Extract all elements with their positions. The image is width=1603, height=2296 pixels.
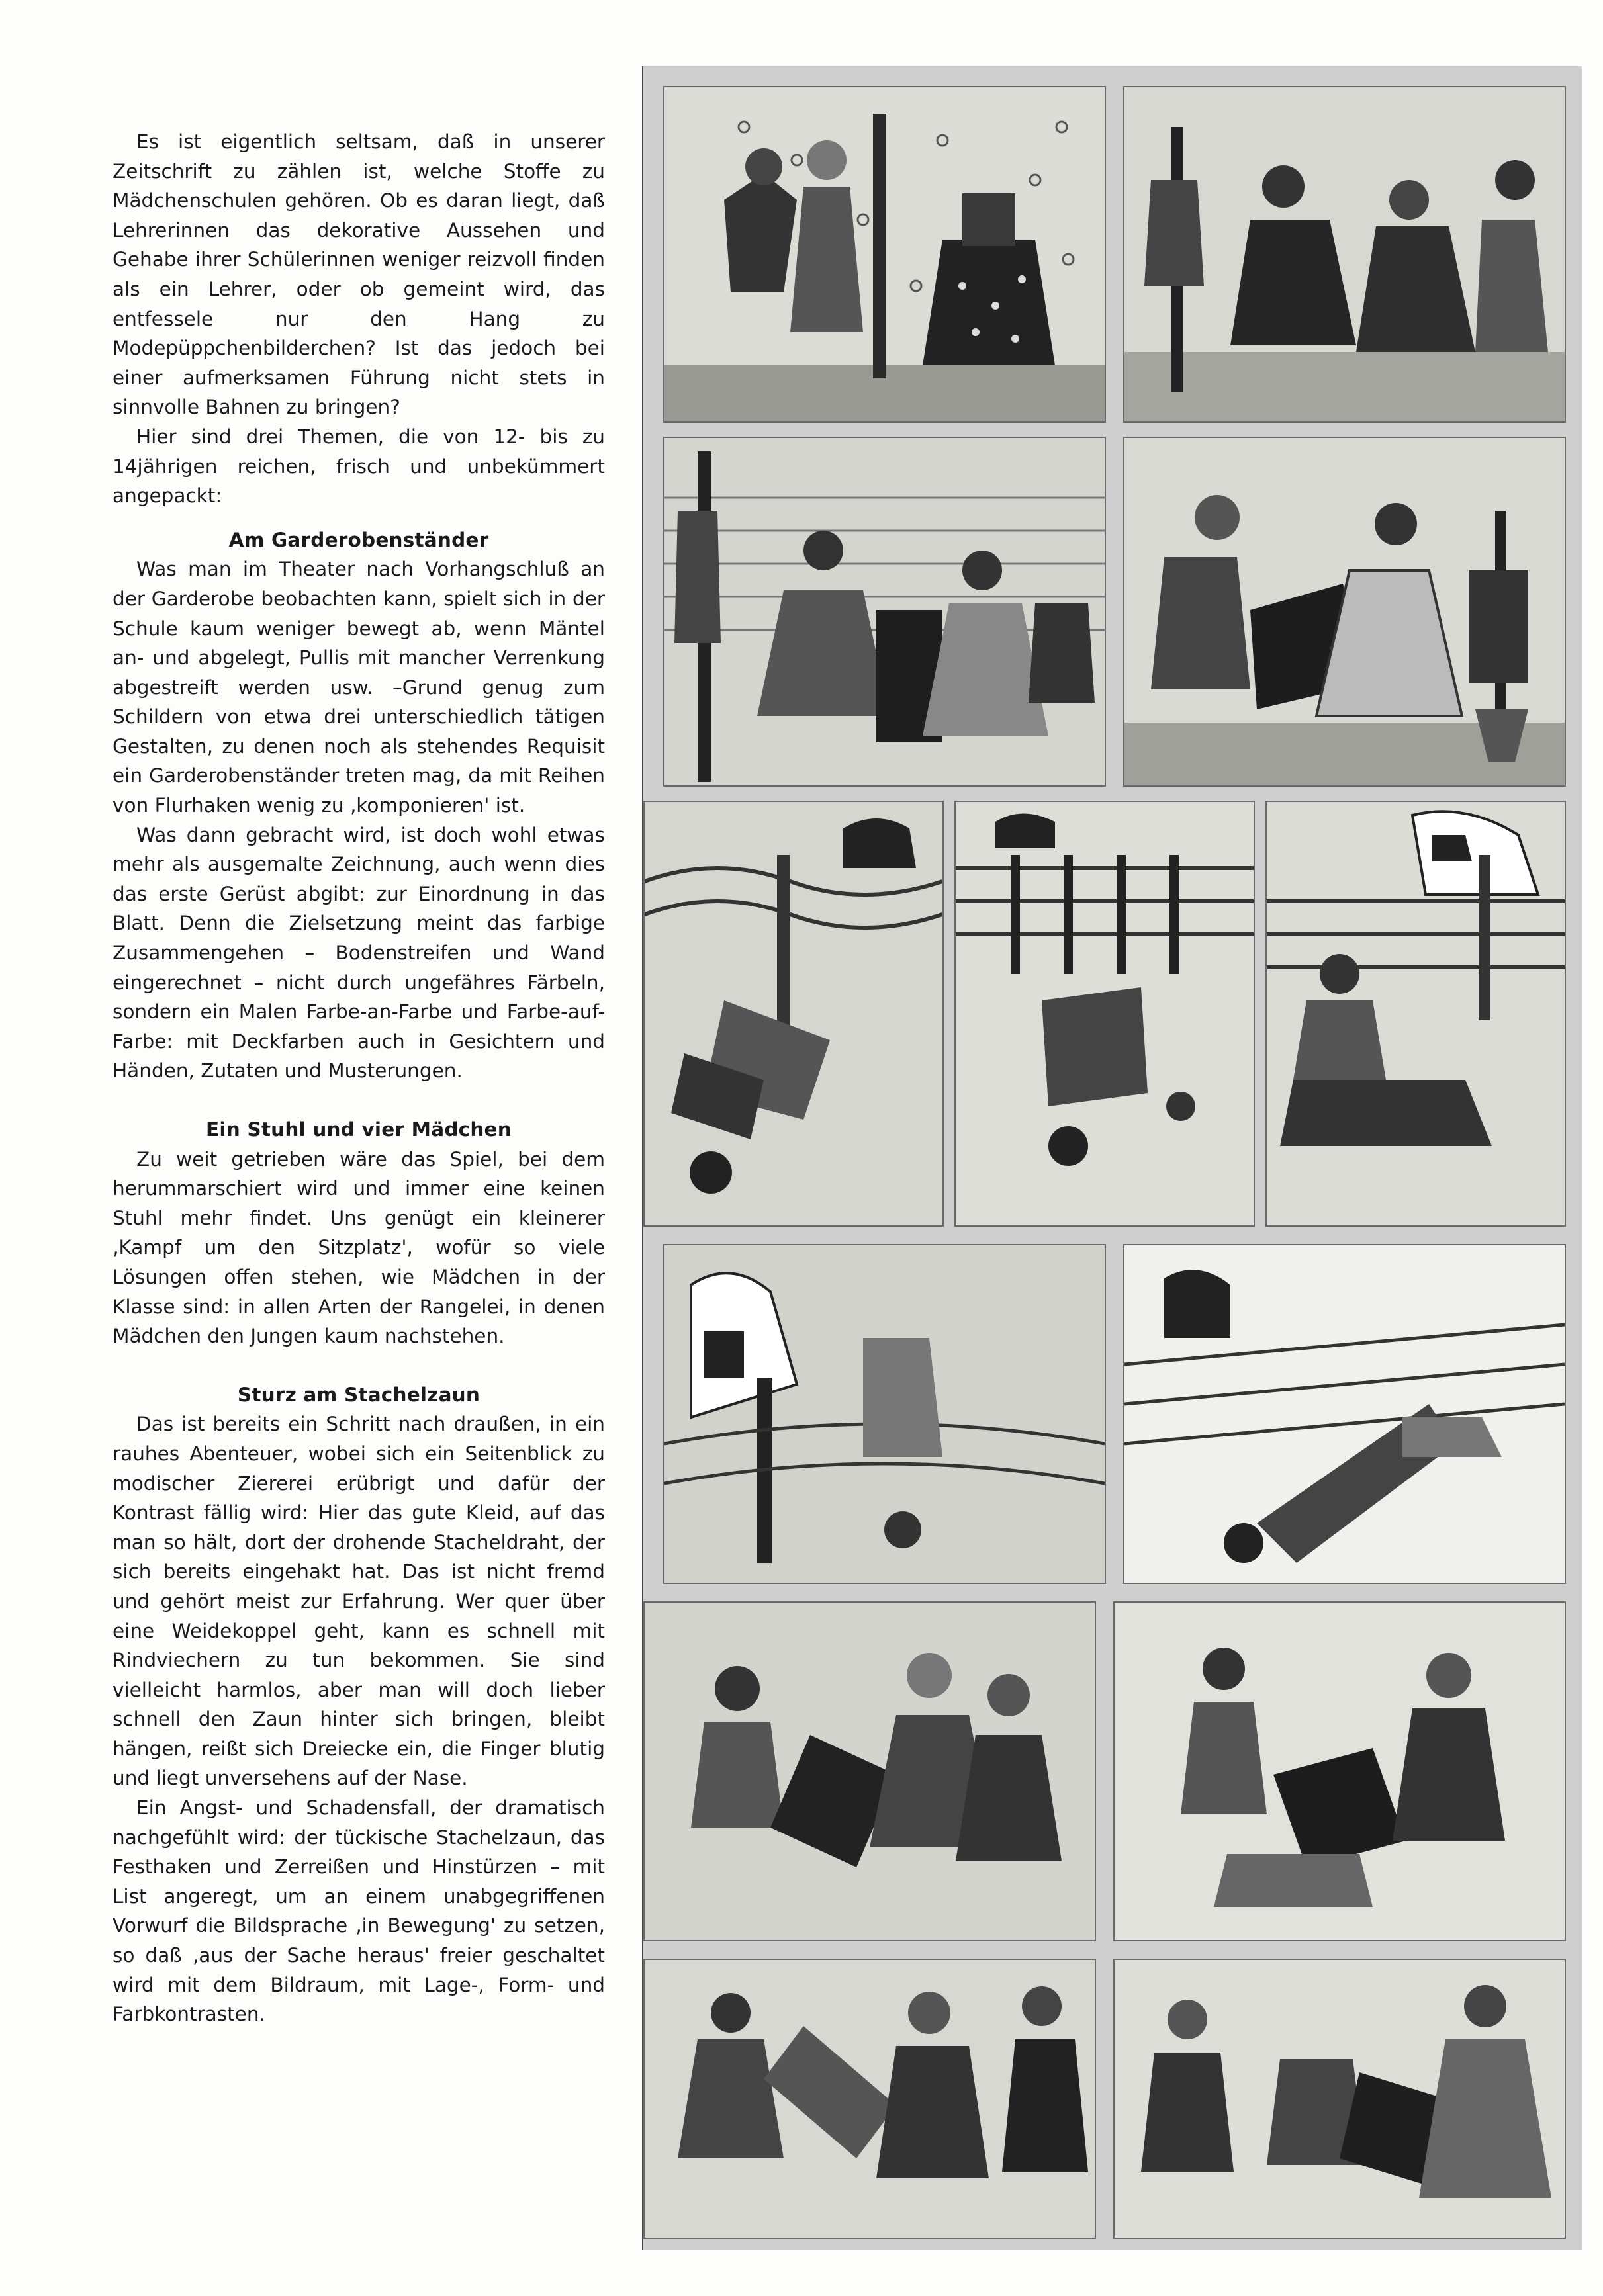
- intro-paragraph-2: Hier sind drei Themen, die von 12- bis zu 14jährigen reichen, frisch und unbekümmert angepackt:: [113, 425, 605, 508]
- artwork-stuhl-2: [1113, 1601, 1566, 1941]
- artwork-garderobe-3: [663, 437, 1106, 787]
- artwork-stuhl-1: [643, 1601, 1096, 1941]
- heading-garderobe: Am Garderobenständer: [228, 528, 489, 551]
- artwork-garderobe-1: [663, 86, 1106, 423]
- stachelzaun-paragraph-2: Ein Angst- und Schadensfall, der dramatisch nachgefühlt wird: der tückische Stachelzaun, das Festhaken und Zerreißen und Hinstürzen – mit List angeregt, um an einem unabgegriffenen Vorwurf die Bildsprache ‚in Bewegung' zu setzen, so daß ‚aus der Sache heraus' freier geschaltet wird mit dem Bildraum, mit Lage-, Form- und Farbkontrasten.: [113, 1796, 605, 2026]
- garderobe-paragraph-1: Was man im Theater nach Vorhangschluß an der Garderobe beobachten kann, spielt sich in der Schule kaum weniger bewegt ab, wenn Mäntel an- und abgelegt, Pullis mit mancher Verrenkung abgestreift werden usw. –Grund genug zum Schildern von etwa drei unterschiedlich tätigen Gestalten, zu denen noch als stehendes Requisit ein Garderobenständer treten mag, da mit Reihen von Flurhaken wenig zu ‚komponieren' ist.: [113, 558, 605, 817]
- article-text-column: [113, 127, 605, 2029]
- heading-stuhl: Ein Stuhl und vier Mädchen: [206, 1118, 512, 1141]
- artwork-stuhl-4: [1113, 1959, 1566, 2239]
- artwork-stachelzaun-2: [954, 801, 1255, 1227]
- artwork-stachelzaun-1: [643, 801, 944, 1227]
- artwork-stachelzaun-5: [1123, 1244, 1566, 1584]
- intro-paragraph-1: Es ist eigentlich seltsam, daß in unserer Zeitschrift zu zählen ist, welche Stoffe zu Mädchenschulen gehören. Ob es daran liegt, daß Lehrerinnen das dekorative Aussehen und Gehabe ihrer Schülerinnen weniger reizvoll finden als ein Lehrer, oder ob gemeint wird, das entfessele nur den Hang zu Modepüppchenbilderchen? Ist das jedoch bei einer aufmerksamen Führung nicht stets in sinnvolle Bahnen zu bringen?: [113, 130, 605, 419]
- artwork-garderobe-4: [1123, 437, 1566, 787]
- artwork-photo-plate: [642, 66, 1582, 2250]
- heading-stachelzaun: Sturz am Stachelzaun: [237, 1383, 481, 1406]
- artwork-garderobe-2: [1123, 86, 1566, 423]
- stachelzaun-paragraph-1: Das ist bereits ein Schritt nach draußen, in ein rauhes Abenteuer, wobei sich ein Seitenblick zu modischer Ziererei erübrigt und dafür der Kontrast fällig wird: Hier das gute Kleid, auf das man so hält, dort der drohende Stacheldraht, der sich bereits eingehakt hat. Das ist nicht fremd und gehört meist zur Erfahrung. Wer quer über eine Weidekoppel geht, kann es schnell mit Rindviechern zu tun bekommen. Sie sind vielleicht harmlos, aber man will doch lieber schnell den Zaun hinter sich bringen, bleibt hängen, reißt sich Dreiecke ein, die Finger blutig und liegt unversehens auf der Nase.: [113, 1413, 605, 1790]
- stuhl-paragraph-1: Zu weit getrieben wäre das Spiel, bei dem herummarschiert wird und immer eine keinen Stuhl mehr findet. Uns genügt ein kleinerer ‚Kampf um den Sitzplatz', wofür so viele Lösungen offen stehen, wie Mädchen in der Klasse sind: in allen Arten der Rangelei, in denen Mädchen den Jungen kaum nachstehen.: [113, 1147, 605, 1348]
- artwork-stachelzaun-3: [1265, 801, 1566, 1227]
- artwork-stuhl-3: [643, 1959, 1096, 2239]
- garderobe-paragraph-2: Was dann gebracht wird, ist doch wohl etwas mehr als ausgemalte Zeichnung, auch wenn dies das erste Gerüst abgibt: zur Einordnung in das Blatt. Denn die Zielsetzung meint das farbige Zusammengehen – Bodenstreifen und Wand eingerechnet – nicht durch ungefähres Färbeln, sondern ein Malen Farbe-an-Farbe und Farbe-auf-Farbe: mit Deckfarben auch in Gesichtern und Händen, Zutaten und Musterungen.: [113, 823, 605, 1082]
- artwork-stachelzaun-4: [663, 1244, 1106, 1584]
